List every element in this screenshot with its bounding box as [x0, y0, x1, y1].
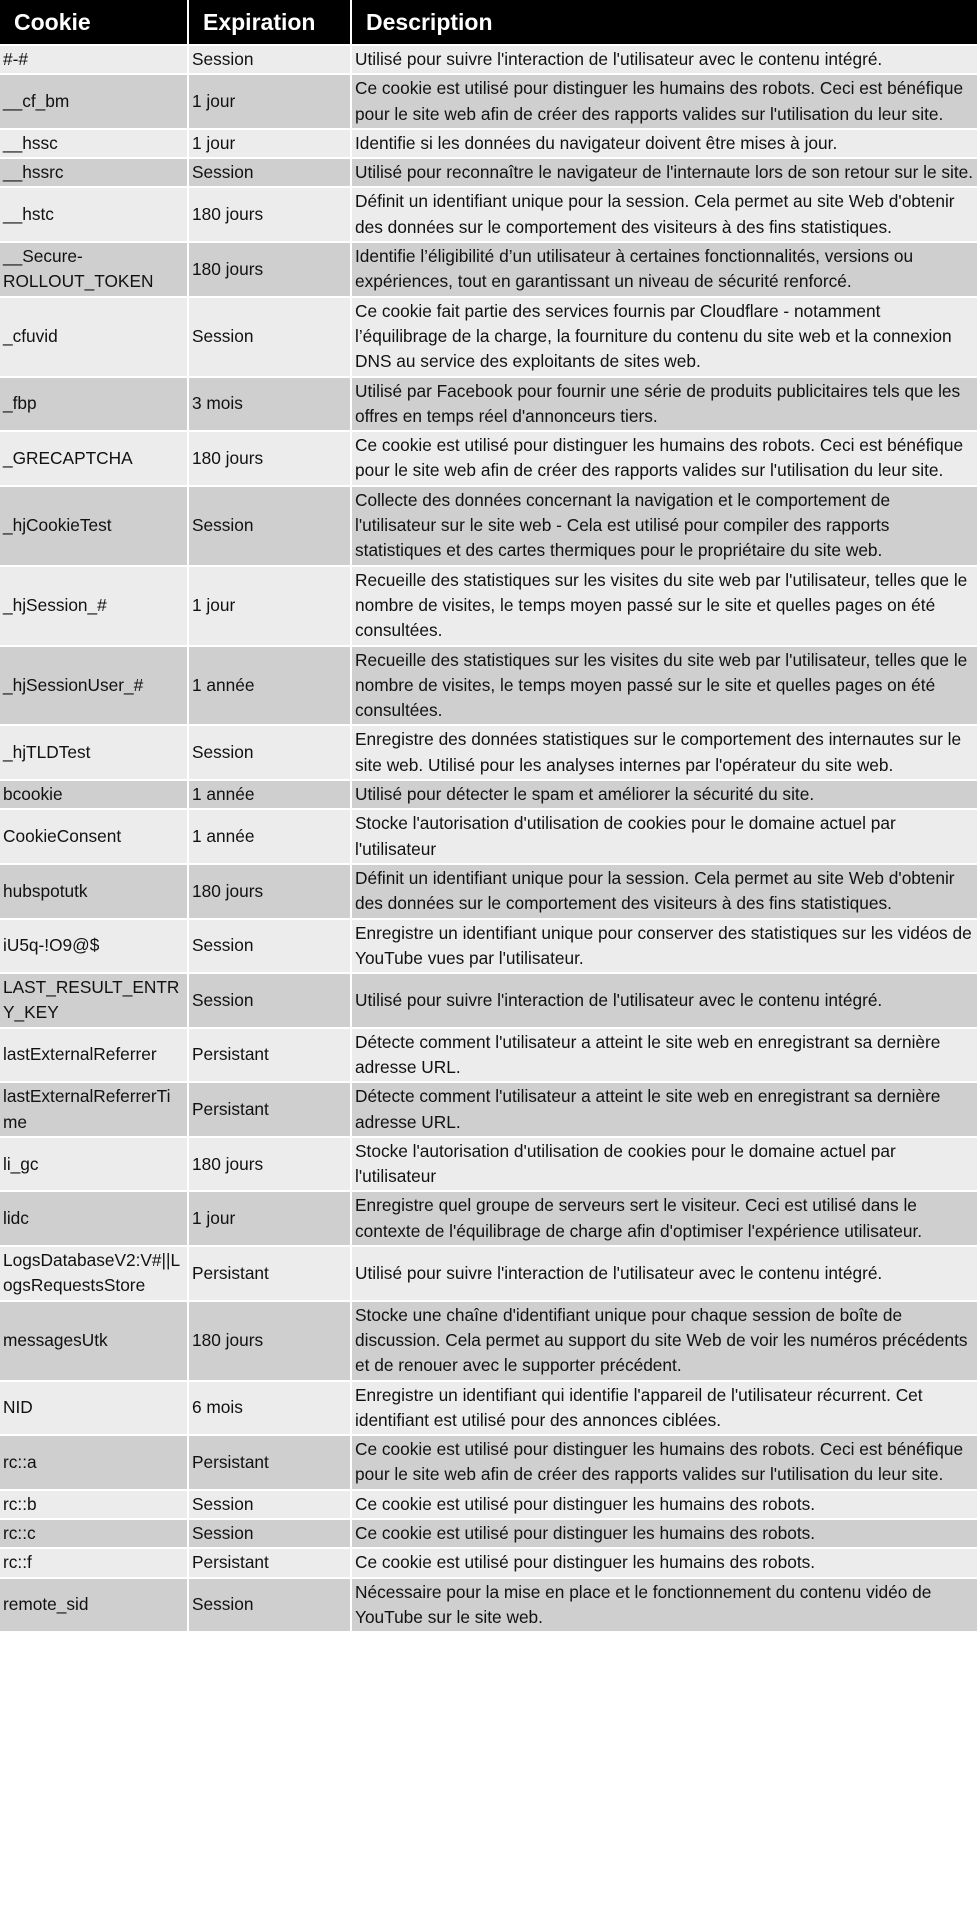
- expiration-cell: 180 jours: [188, 242, 351, 297]
- expiration-cell: 180 jours: [188, 187, 351, 242]
- table-row: [0, 1191, 977, 1246]
- header-row: [0, 0, 977, 45]
- expiration-cell: 1 année: [188, 809, 351, 864]
- cookie-name-cell: __hssc: [0, 129, 188, 158]
- description-cell: Recueille des statistiques sur les visites du site web par l'utilisateur, telles que le nombre de visites, le temps moyen passé sur le site et quelles pages on été consultées.: [351, 646, 977, 726]
- expiration-cell: 180 jours: [188, 1137, 351, 1192]
- expiration-cell: Persistant: [188, 1548, 351, 1577]
- description-cell: Ce cookie est utilisé pour distinguer les humains des robots.: [351, 1548, 977, 1577]
- description-cell: Utilisé pour suivre l'interaction de l'utilisateur avec le contenu intégré.: [351, 45, 977, 74]
- expiration-cell: 180 jours: [188, 431, 351, 486]
- cookie-name-cell: li_gc: [0, 1137, 188, 1192]
- cookie-name-cell: lastExternalReferrer: [0, 1028, 188, 1083]
- cookie-name-cell: _cfuvid: [0, 297, 188, 377]
- expiration-cell: Session: [188, 486, 351, 566]
- description-cell: Stocke l'autorisation d'utilisation de cookies pour le domaine actuel par l'utilisateur: [351, 809, 977, 864]
- cookie-name-cell: _hjSession_#: [0, 566, 188, 646]
- description-cell: Nécessaire pour la mise en place et le fonctionnement du contenu vidéo de YouTube sur le site web.: [351, 1578, 977, 1633]
- column-header-cookie: Cookie: [0, 0, 188, 45]
- cookie-name-cell: _GRECAPTCHA: [0, 431, 188, 486]
- description-cell: Ce cookie est utilisé pour distinguer les humains des robots.: [351, 1519, 977, 1548]
- expiration-cell: Persistant: [188, 1435, 351, 1490]
- cookie-name-cell: LogsDatabaseV2:V#||LogsRequestsStore: [0, 1246, 188, 1301]
- expiration-cell: 1 jour: [188, 566, 351, 646]
- expiration-cell: Session: [188, 725, 351, 780]
- table-row: [0, 1490, 977, 1519]
- table-row: [0, 1519, 977, 1548]
- description-cell: Utilisé pour suivre l'interaction de l'utilisateur avec le contenu intégré.: [351, 973, 977, 1028]
- cookie-name-cell: __hstc: [0, 187, 188, 242]
- table-row: [0, 187, 977, 242]
- table-row: [0, 1548, 977, 1577]
- table-row: [0, 566, 977, 646]
- cookie-name-cell: iU5q-!O9@$: [0, 919, 188, 974]
- cookie-name-cell: _hjCookieTest: [0, 486, 188, 566]
- table-row: [0, 919, 977, 974]
- cookie-name-cell: rc::c: [0, 1519, 188, 1548]
- description-cell: Ce cookie fait partie des services fournis par Cloudflare - notamment l’équilibrage de la charge, la fourniture du contenu du site web et la connexion DNS au service des exploitants de sites web.: [351, 297, 977, 377]
- expiration-cell: Session: [188, 158, 351, 187]
- cookie-name-cell: NID: [0, 1381, 188, 1436]
- expiration-cell: 180 jours: [188, 1301, 351, 1381]
- table-row: [0, 74, 977, 129]
- table-row: [0, 1381, 977, 1436]
- expiration-cell: 180 jours: [188, 864, 351, 919]
- table-row: [0, 809, 977, 864]
- expiration-cell: Session: [188, 1519, 351, 1548]
- description-cell: Détecte comment l'utilisateur a atteint le site web en enregistrant sa dernière adresse URL.: [351, 1082, 977, 1137]
- table-row: [0, 780, 977, 809]
- table-row: [0, 377, 977, 432]
- table-row: [0, 242, 977, 297]
- expiration-cell: 6 mois: [188, 1381, 351, 1436]
- description-cell: Ce cookie est utilisé pour distinguer les humains des robots.: [351, 1490, 977, 1519]
- table-header: [0, 0, 977, 45]
- expiration-cell: Session: [188, 973, 351, 1028]
- table-row: [0, 864, 977, 919]
- cookie-name-cell: rc::f: [0, 1548, 188, 1577]
- table-row: [0, 486, 977, 566]
- description-cell: Ce cookie est utilisé pour distinguer les humains des robots. Ceci est bénéfique pour le site web afin de créer des rapports valides sur l'utilisation du leur site.: [351, 431, 977, 486]
- description-cell: Utilisé pour reconnaître le navigateur de l'internaute lors de son retour sur le site.: [351, 158, 977, 187]
- description-cell: Définit un identifiant unique pour la session. Cela permet au site Web d'obtenir des données sur le comportement des visiteurs à des fins statistiques.: [351, 864, 977, 919]
- description-cell: Stocke l'autorisation d'utilisation de cookies pour le domaine actuel par l'utilisateur: [351, 1137, 977, 1192]
- table-row: [0, 973, 977, 1028]
- table-row: [0, 1578, 977, 1633]
- cookie-name-cell: rc::a: [0, 1435, 188, 1490]
- expiration-cell: Session: [188, 45, 351, 74]
- description-cell: Enregistre des données statistiques sur le comportement des internautes sur le site web. Utilisé pour les analyses internes par l'opérateur du site web.: [351, 725, 977, 780]
- description-cell: Enregistre un identifiant qui identifie l'appareil de l'utilisateur récurrent. Cet identifiant est utilisé pour des annonces ciblées.: [351, 1381, 977, 1436]
- description-cell: Ce cookie est utilisé pour distinguer les humains des robots. Ceci est bénéfique pour le site web afin de créer des rapports valides sur l'utilisation du leur site.: [351, 74, 977, 129]
- table-row: [0, 129, 977, 158]
- table-row: [0, 158, 977, 187]
- description-cell: Enregistre un identifiant unique pour conserver des statistiques sur les vidéos de YouTube vues par l'utilisateur.: [351, 919, 977, 974]
- table-row: [0, 45, 977, 74]
- table-row: [0, 1082, 977, 1137]
- expiration-cell: Session: [188, 1578, 351, 1633]
- cookie-name-cell: LAST_RESULT_ENTRY_KEY: [0, 973, 188, 1028]
- expiration-cell: Persistant: [188, 1246, 351, 1301]
- table-row: [0, 725, 977, 780]
- description-cell: Enregistre quel groupe de serveurs sert le visiteur. Ceci est utilisé dans le contexte de l'équilibrage de charge afin d'optimiser l'expérience utilisateur.: [351, 1191, 977, 1246]
- description-cell: Utilisé pour détecter le spam et améliorer la sécurité du site.: [351, 780, 977, 809]
- table-row: [0, 431, 977, 486]
- table-row: [0, 1137, 977, 1192]
- expiration-cell: Session: [188, 919, 351, 974]
- description-cell: Définit un identifiant unique pour la session. Cela permet au site Web d'obtenir des données sur le comportement des visiteurs à des fins statistiques.: [351, 187, 977, 242]
- description-cell: Ce cookie est utilisé pour distinguer les humains des robots. Ceci est bénéfique pour le site web afin de créer des rapports valides sur l'utilisation du leur site.: [351, 1435, 977, 1490]
- description-cell: Utilisé pour suivre l'interaction de l'utilisateur avec le contenu intégré.: [351, 1246, 977, 1301]
- expiration-cell: Session: [188, 1490, 351, 1519]
- description-cell: Recueille des statistiques sur les visites du site web par l'utilisateur, telles que le nombre de visites, le temps moyen passé sur le site et quelles pages on été consultées.: [351, 566, 977, 646]
- table-row: [0, 1028, 977, 1083]
- cookie-name-cell: __Secure-ROLLOUT_TOKEN: [0, 242, 188, 297]
- expiration-cell: 1 année: [188, 646, 351, 726]
- description-cell: Détecte comment l'utilisateur a atteint le site web en enregistrant sa dernière adresse URL.: [351, 1028, 977, 1083]
- cookie-name-cell: _fbp: [0, 377, 188, 432]
- expiration-cell: Persistant: [188, 1082, 351, 1137]
- cookie-name-cell: lidc: [0, 1191, 188, 1246]
- cookie-name-cell: CookieConsent: [0, 809, 188, 864]
- description-cell: Utilisé par Facebook pour fournir une série de produits publicitaires tels que les offres en temps réel d'annonceurs tiers.: [351, 377, 977, 432]
- description-cell: Stocke une chaîne d'identifiant unique pour chaque session de boîte de discussion. Cela permet au support du site Web de voir les numéros précédents et de renouer avec le supporter précédent.: [351, 1301, 977, 1381]
- cookie-name-cell: bcookie: [0, 780, 188, 809]
- cookie-name-cell: messagesUtk: [0, 1301, 188, 1381]
- table-row: [0, 1246, 977, 1301]
- cookie-name-cell: #-#: [0, 45, 188, 74]
- description-cell: Identifie l’éligibilité d’un utilisateur à certaines fonctionnalités, versions ou expériences, tout en garantissant un niveau de sécurité renforcé.: [351, 242, 977, 297]
- table-row: [0, 1301, 977, 1381]
- column-header-description: Description: [351, 0, 977, 45]
- description-cell: Identifie si les données du navigateur doivent être mises à jour.: [351, 129, 977, 158]
- table-body: [0, 45, 977, 1632]
- cookie-name-cell: _hjSessionUser_#: [0, 646, 188, 726]
- cookie-name-cell: hubspotutk: [0, 864, 188, 919]
- column-header-expiration: Expiration: [188, 0, 351, 45]
- expiration-cell: 1 année: [188, 780, 351, 809]
- cookie-name-cell: lastExternalReferrerTime: [0, 1082, 188, 1137]
- table-row: [0, 297, 977, 377]
- table-row: [0, 1435, 977, 1490]
- expiration-cell: 1 jour: [188, 1191, 351, 1246]
- expiration-cell: 1 jour: [188, 74, 351, 129]
- table-row: [0, 646, 977, 726]
- cookie-name-cell: remote_sid: [0, 1578, 188, 1633]
- cookie-name-cell: rc::b: [0, 1490, 188, 1519]
- expiration-cell: 3 mois: [188, 377, 351, 432]
- description-cell: Collecte des données concernant la navigation et le comportement de l'utilisateur sur le site web - Cela est utilisé pour compiler des rapports statistiques et des cartes thermiques pour le propriétaire du site web.: [351, 486, 977, 566]
- expiration-cell: 1 jour: [188, 129, 351, 158]
- cookie-name-cell: __cf_bm: [0, 74, 188, 129]
- cookie-name-cell: _hjTLDTest: [0, 725, 188, 780]
- expiration-cell: Persistant: [188, 1028, 351, 1083]
- cookie-name-cell: __hssrc: [0, 158, 188, 187]
- expiration-cell: Session: [188, 297, 351, 377]
